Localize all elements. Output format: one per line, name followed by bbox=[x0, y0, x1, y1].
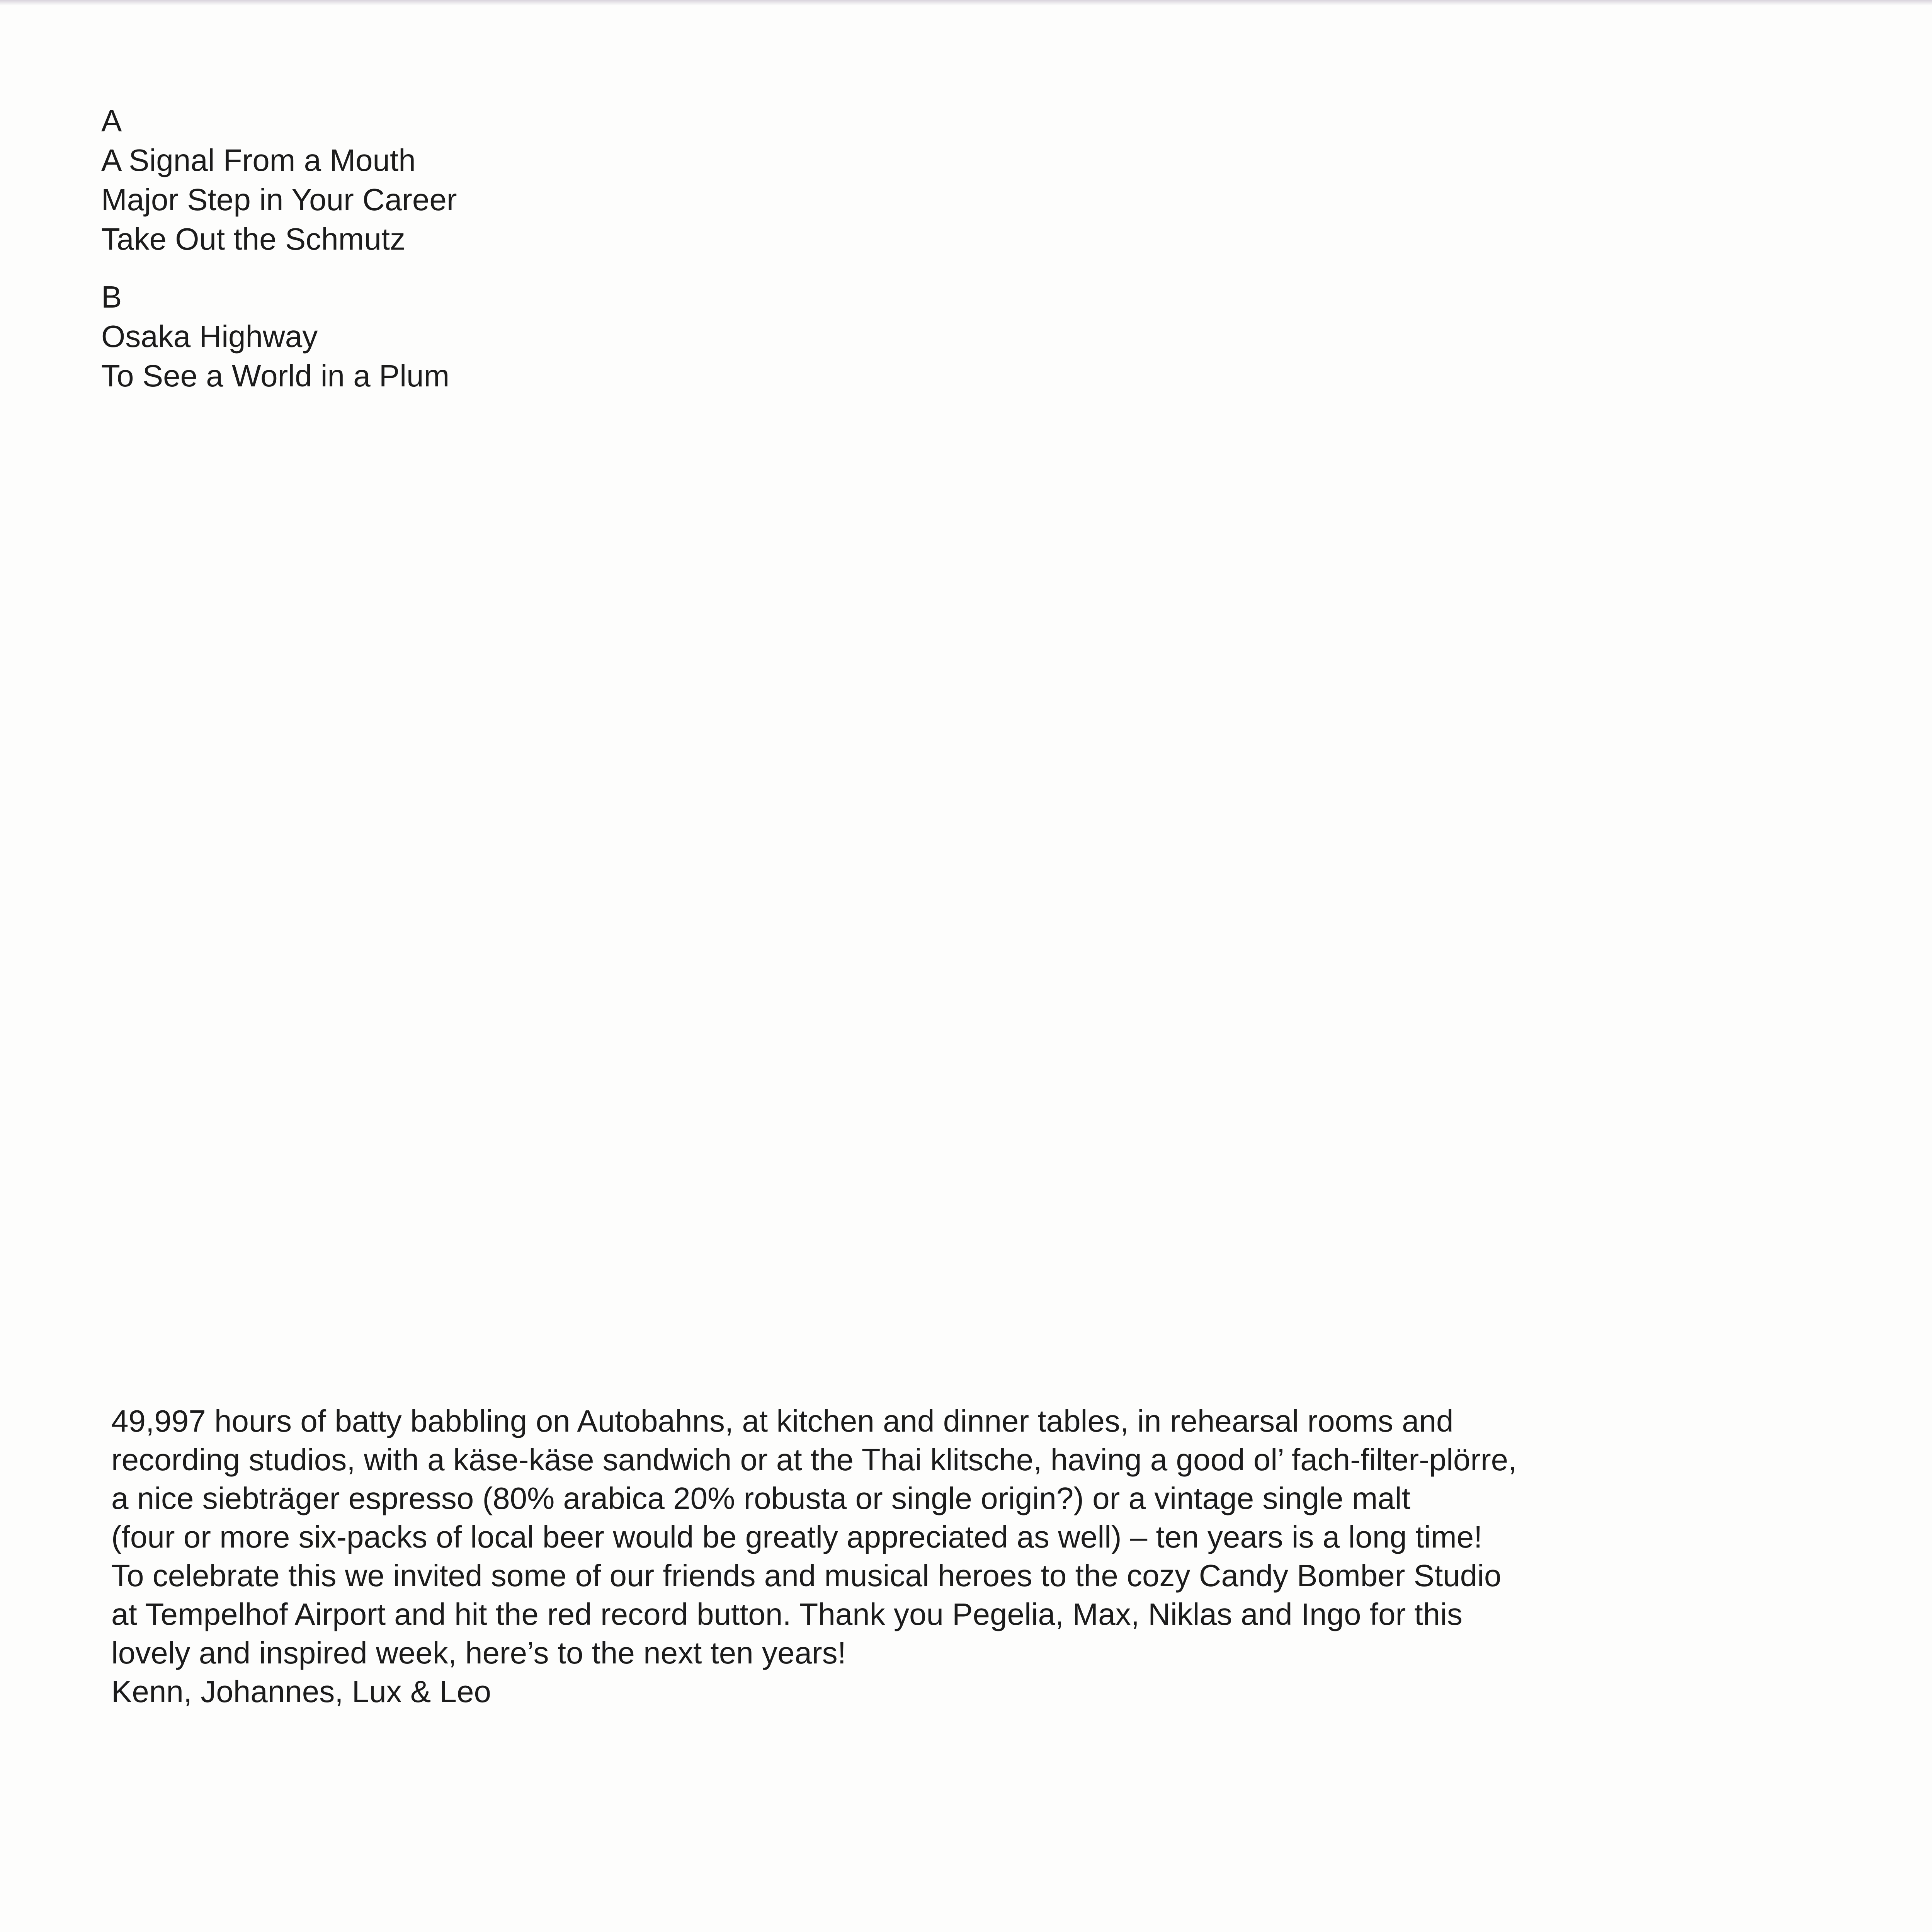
side-b-label: B bbox=[101, 280, 122, 314]
track-a3: Take Out the Schmutz bbox=[101, 222, 406, 256]
liner-line: at Tempelhof Airport and hit the red record button. Thank you Pegelia, Max, Niklas and Ingo for this bbox=[111, 1597, 1463, 1631]
liner-line: lovely and inspired week, here’s to the next ten years! bbox=[111, 1636, 846, 1670]
track-b1: Osaka Highway bbox=[101, 319, 318, 354]
liner-line: (four or more six-packs of local beer would be greatly appreciated as well) – ten years is a long time! bbox=[111, 1520, 1483, 1554]
liner-signature: Kenn, Johannes, Lux & Leo bbox=[111, 1674, 491, 1709]
liner-note bbox=[111, 1402, 1734, 1711]
tracklist bbox=[101, 101, 457, 396]
liner-line: a nice siebträger espresso (80% arabica 20% robusta or single origin?) or a vintage single malt bbox=[111, 1481, 1410, 1515]
track-b2: To See a World in a Plum bbox=[101, 359, 450, 393]
sleeve-edge-top bbox=[0, 0, 1932, 5]
track-a1: A Signal From a Mouth bbox=[101, 143, 416, 177]
track-a2: Major Step in Your Career bbox=[101, 182, 457, 217]
liner-line: To celebrate this we invited some of our friends and musical heroes to the cozy Candy Bomber Studio bbox=[111, 1558, 1502, 1593]
liner-line: recording studios, with a käse-käse sandwich or at the Thai klitsche, having a good ol’ fach-filter-plörre, bbox=[111, 1442, 1517, 1477]
liner-line: 49,997 hours of batty babbling on Autobahns, at kitchen and dinner tables, in rehearsal rooms and bbox=[111, 1404, 1454, 1438]
side-a-label: A bbox=[101, 104, 122, 138]
